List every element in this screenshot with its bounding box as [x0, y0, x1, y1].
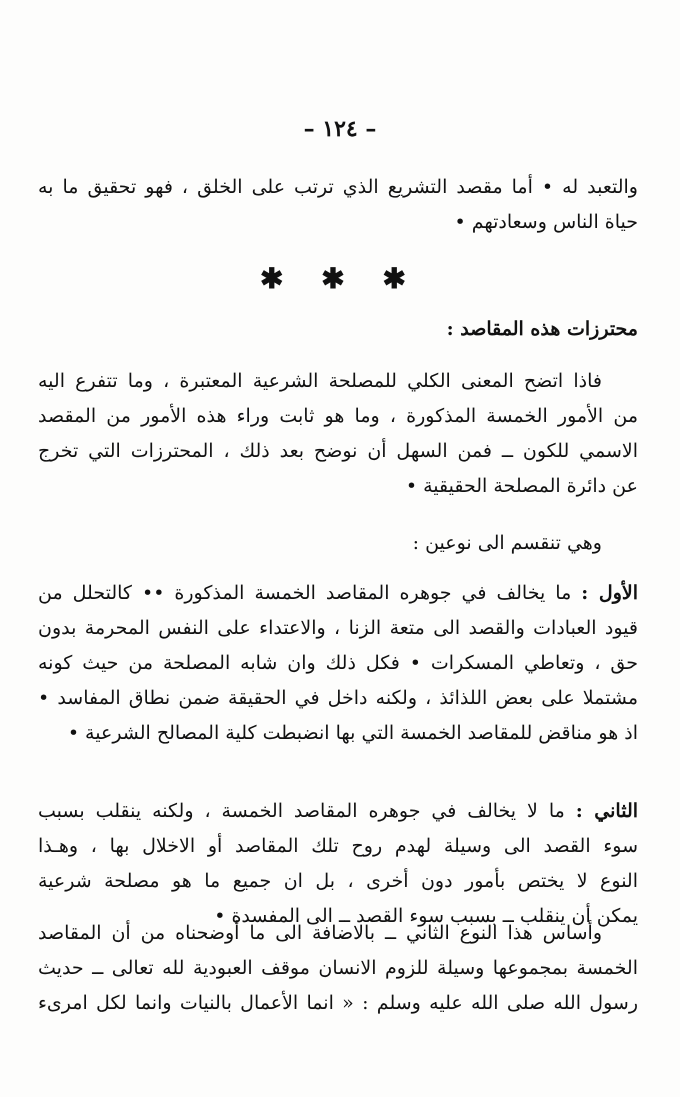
section-divider-stars: ✱ ✱ ✱ — [260, 262, 420, 295]
text-line: النوع لا يختص بأمور دون أخرى ، بل ان جميع ما هو مصلحة شرعية — [38, 870, 638, 892]
paragraph-overview — [38, 364, 638, 504]
paragraph-second-type — [38, 794, 638, 934]
first-type-label: الأول : — [581, 582, 638, 604]
text-line: يمكن أن ينقلب ــ بسبب سوء القصد ــ الى المفسدة • — [214, 905, 638, 927]
text-line: اذ هو مناقض للمقاصد الخمسة التي بها انضبطت كلية المصالح الشرعية • — [67, 722, 638, 744]
section-heading: محترزات هذه المقاصد : — [446, 318, 638, 340]
paragraph-first-type — [38, 576, 638, 751]
first-type-text: ما يخالف في جوهره المقاصد الخمسة المذكورة •• كالتحلل من — [38, 582, 582, 604]
text-line — [38, 794, 638, 829]
text-line: الخمسة بمجموعها وسيلة للزوم الانسان موقف العبودية لله تعالى ــ حديث — [38, 957, 638, 979]
page-number: – ١٢٤ – — [303, 116, 377, 142]
paragraph-division — [38, 526, 638, 561]
text-line: قيود العبادات والقصد الى متعة الزنا ، والاعتداء على النفس المحرمة بدون — [38, 617, 638, 639]
second-type-text: ما لا يخالف في جوهره المقاصد الخمسة ، ولكنه ينقلب بسبب — [38, 800, 576, 822]
text-line — [38, 576, 638, 611]
paragraph-basis — [38, 916, 638, 1021]
second-type-label: الثاني : — [575, 800, 638, 822]
text-line: مشتملا على بعض اللذائذ ، ولكنه داخل في الحقيقة ضمن نطاق المفاسد • — [38, 687, 638, 709]
text-line: وأساس هذا النوع الثاني ــ بالاضافة الى ما أوضحناه من أن المقاصد — [38, 922, 602, 944]
text-line: رسول الله صلى الله عليه وسلم : « انما الأعمال بالنيات وانما لكل امرىء — [38, 992, 638, 1014]
text-line: حق ، وتعاطي المسكرات • فكل ذلك وان شابه المصلحة من حيث كونه — [38, 652, 638, 674]
text-line: والتعبد له • أما مقصد التشريع الذي ترتب على الخلق ، فهو تحقيق ما به — [38, 176, 638, 198]
text-line: من الأمور الخمسة المذكورة ، وما هو ثابت وراء هذه الأمور من المقصد — [38, 405, 638, 427]
text-line: حياة الناس وسعادتهم • — [454, 211, 638, 233]
paragraph-intro — [38, 170, 638, 240]
text-line: الاسمي للكون ــ فمن السهل أن نوضح بعد ذلك ، المحترزات التي تخرج — [38, 440, 638, 462]
text-line: فاذا اتضح المعنى الكلي للمصلحة الشرعية المعتبرة ، وما تتفرع اليه — [38, 370, 602, 392]
text-line: وهي تنقسم الى نوعين : — [412, 532, 602, 554]
text-line: سوء القصد الى وسيلة لهدم روح تلك المقاصد أو الاخلال بها ، وهـذا — [38, 835, 638, 857]
text-line: عن دائرة المصلحة الحقيقية • — [405, 475, 638, 497]
